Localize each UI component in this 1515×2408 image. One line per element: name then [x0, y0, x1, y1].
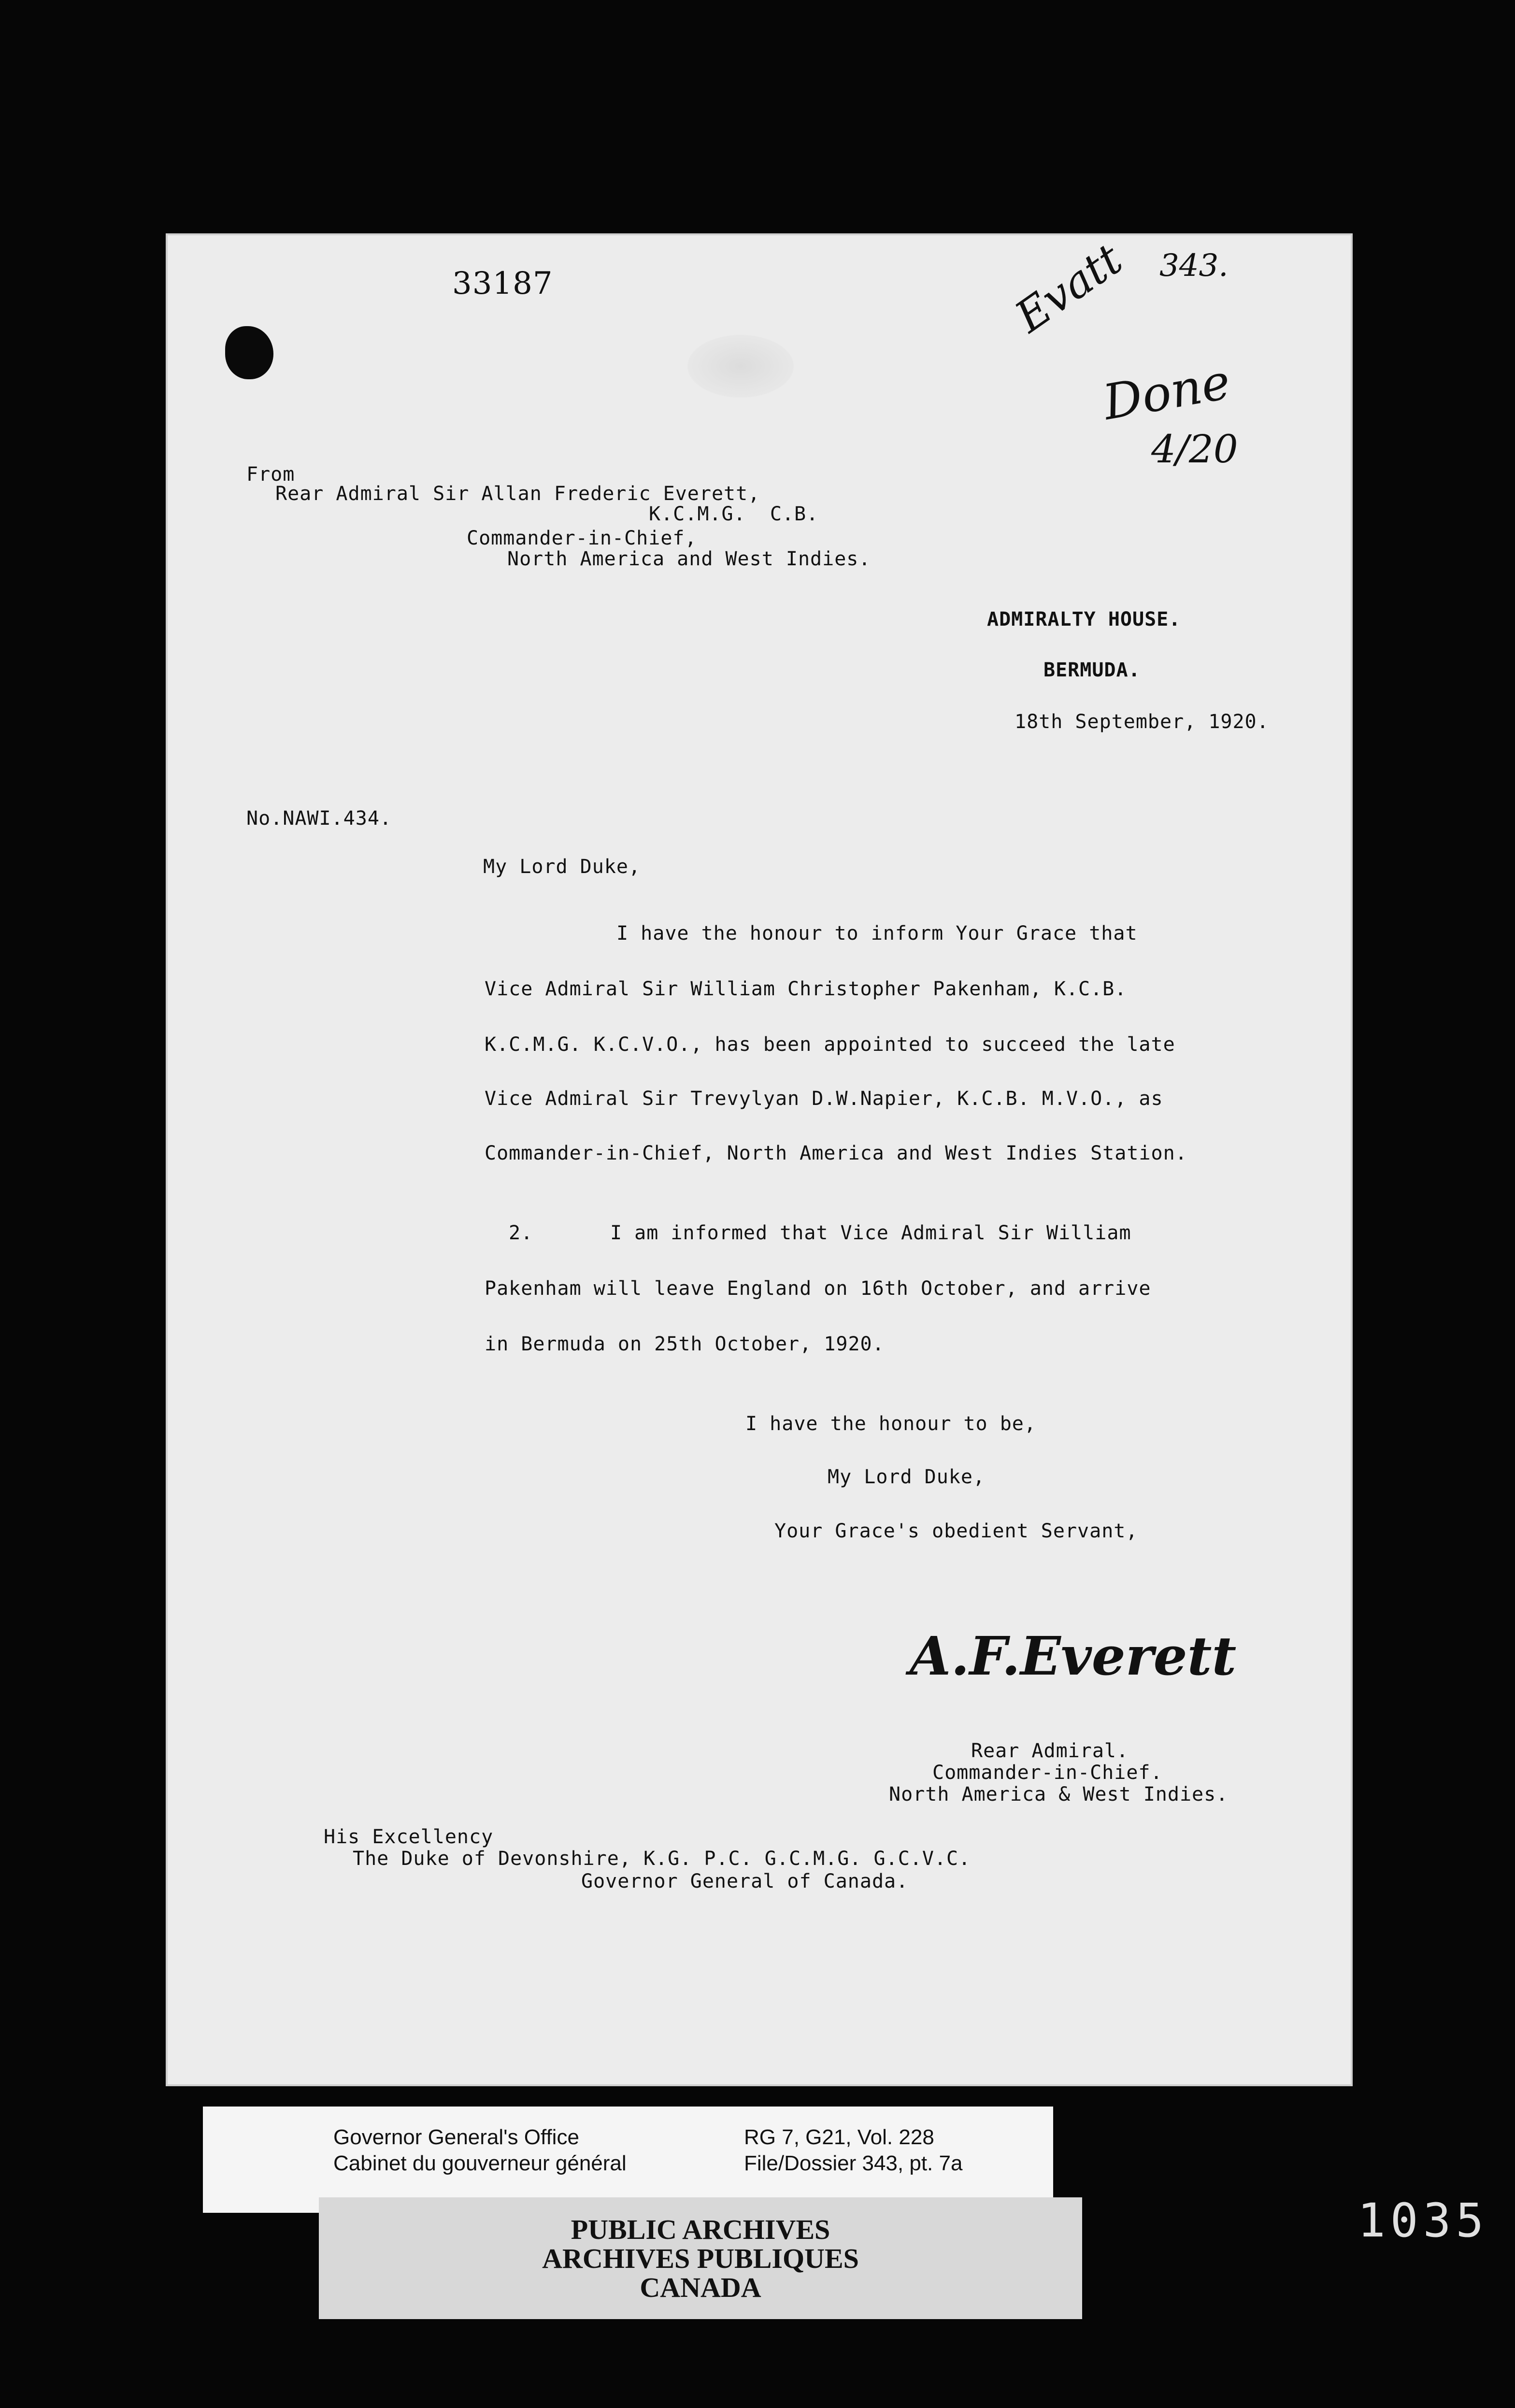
para2-line: in Bermuda on 25th October, 1920. [485, 1333, 885, 1355]
handwritten-note-evatt: Evatt [1006, 233, 1131, 343]
file-number: 33187 [452, 266, 553, 301]
addressee-line: Governor General of Canada. [581, 1870, 909, 1892]
signer-line: Commander-in-Chief. [932, 1762, 1163, 1784]
sender-name: Rear Admiral Sir Allan Frederic Everett, [275, 483, 760, 505]
closing-line: I have the honour to be, [745, 1413, 1036, 1435]
body-line: Vice Admiral Sir Trevylyan D.W.Napier, K.C.B. M.V.O., as [485, 1088, 1163, 1110]
letter-page [166, 233, 1353, 2086]
archive-ref-2: File/Dossier 343, pt. 7a [744, 2151, 963, 2175]
closing-line: My Lord Duke, [828, 1466, 986, 1488]
handwritten-note-date: 4/20 [1151, 427, 1238, 472]
frame-number: 1035 [1358, 2193, 1489, 2248]
archive-office-en: Governor General's Office [333, 2125, 579, 2149]
para2-line: I am informed that Vice Admiral Sir William [610, 1222, 1131, 1244]
address-line-2: BERMUDA. [1043, 659, 1141, 681]
body-line: Vice Admiral Sir William Christopher Pakenham, K.C.B. [485, 978, 1127, 1000]
sender-honours: K.C.M.G. C.B. [649, 503, 819, 525]
embossed-seal [687, 335, 794, 398]
stamp-line-2: ARCHIVES PUBLIQUES [542, 2243, 859, 2274]
body-line: I have the honour to inform Your Grace that [616, 922, 1138, 945]
para2-line: Pakenham will leave England on 16th October, and arrive [485, 1277, 1151, 1300]
signer-line: Rear Admiral. [971, 1740, 1129, 1762]
paragraph-number: 2. [509, 1222, 533, 1244]
ink-blot [225, 326, 273, 379]
stamp-line-3: CANADA [640, 2272, 761, 2303]
addressee-line: The Duke of Devonshire, K.G. P.C. G.C.M.G. G.C.V.C. [353, 1848, 971, 1870]
salutation: My Lord Duke, [483, 856, 641, 878]
handwritten-page-number: 343. [1159, 248, 1229, 284]
address-line-1: ADMIRALTY HOUSE. [987, 608, 1181, 631]
letter-date: 18th September, 1920. [1015, 711, 1269, 733]
stamp-line-1: PUBLIC ARCHIVES [571, 2214, 830, 2245]
archive-office-fr: Cabinet du gouverneur général [333, 2151, 627, 2175]
sender-station: North America and West Indies. [507, 548, 871, 570]
body-line: Commander-in-Chief, North America and West Indies Station. [485, 1142, 1187, 1164]
handwritten-note-done: Done [1099, 353, 1235, 431]
reference-number: No.NAWI.434. [246, 807, 392, 830]
from-label: From [246, 463, 295, 486]
addressee-line: His Excellency [324, 1826, 494, 1848]
signature: A.F.Everett [910, 1625, 1237, 1687]
closing-line: Your Grace's obedient Servant, [774, 1520, 1138, 1542]
sender-role: Commander-in-Chief, [467, 527, 697, 549]
body-line: K.C.M.G. K.C.V.O., has been appointed to succeed the late [485, 1033, 1175, 1056]
archive-ref-1: RG 7, G21, Vol. 228 [744, 2125, 934, 2149]
archive-stamp [319, 2197, 1082, 2319]
archive-label [203, 2107, 1053, 2213]
signer-line: North America & West Indies. [889, 1783, 1229, 1806]
